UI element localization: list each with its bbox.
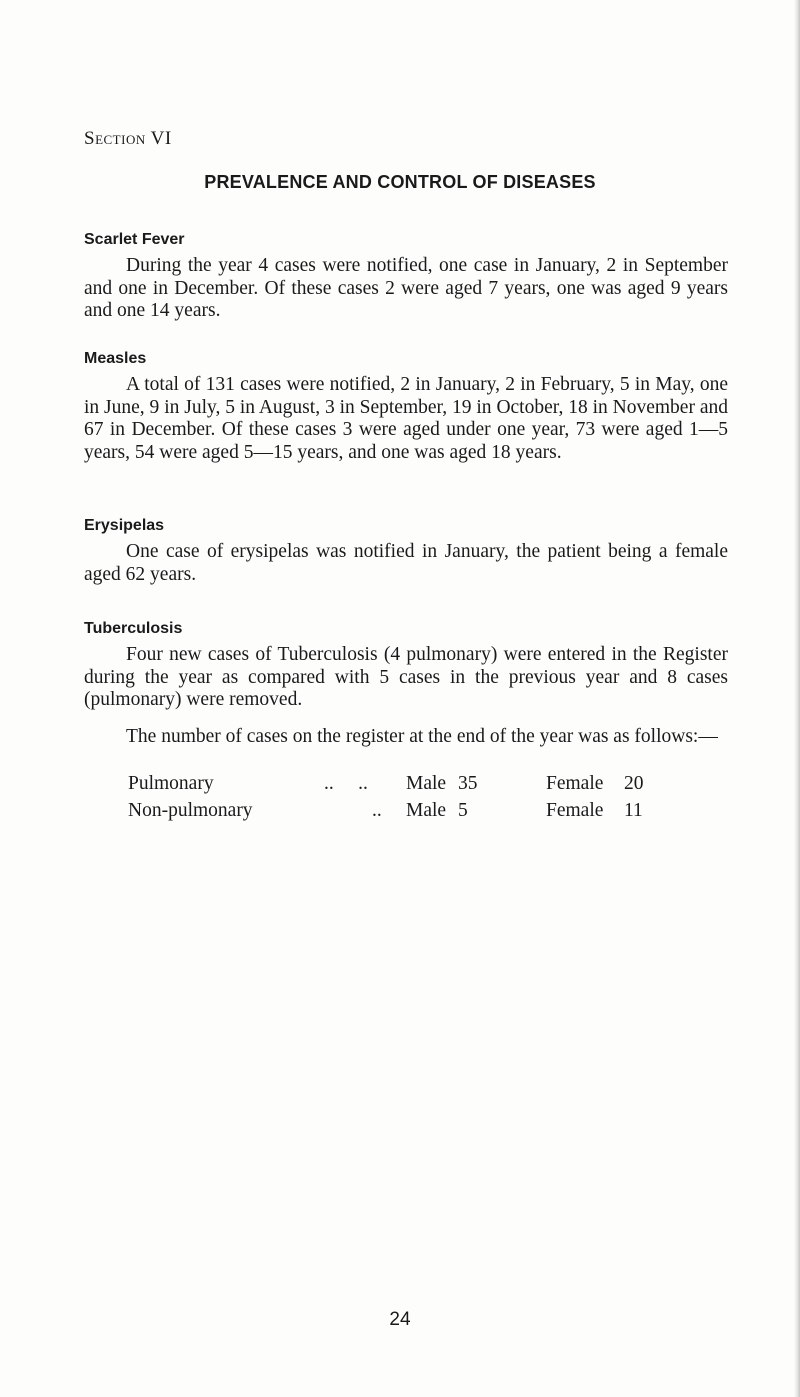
tuberculosis-paragraph-1: Four new cases of Tuberculosis (4 pulmonary) were entered in the Register during the year as compared with 5 cases in the previous year and 8 cases (pulmonary) were removed. [84, 644, 728, 710]
page-title: PREVALENCE AND CONTROL OF DISEASES [204, 172, 596, 192]
page-edge-shadow [794, 0, 800, 1397]
tuberculosis-register-table [128, 770, 654, 824]
page-number: 24 [389, 1309, 411, 1330]
male-count: 5 [458, 800, 468, 821]
table-row [128, 770, 654, 797]
male-label: Male [406, 800, 447, 821]
table-row [128, 797, 654, 824]
section-label: Section VI [84, 128, 172, 149]
section-heading-scarlet-fever: Scarlet Fever [84, 231, 185, 248]
leader-dots: .. .. [324, 773, 368, 794]
tuberculosis-section [84, 620, 728, 748]
scarlet-fever-paragraph: During the year 4 cases were notified, one case in January, 2 in September and one in December. Of these cases 2 were aged 7 years, one was aged 9 years and one 14 years. [84, 255, 728, 321]
female-count: 20 [624, 773, 644, 794]
male-label: Male [406, 773, 447, 794]
leader-dots: .. [372, 800, 382, 821]
erysipelas-paragraph: One case of erysipelas was notified in January, the patient being a female aged 62 years. [84, 541, 728, 585]
female-label: Female [546, 773, 604, 794]
erysipelas-section [84, 517, 728, 586]
section-heading-erysipelas: Erysipelas [84, 517, 165, 534]
scarlet-fever-section [84, 231, 728, 323]
female-label: Female [546, 800, 604, 821]
male-count: 35 [458, 773, 478, 794]
measles-section [84, 350, 728, 464]
measles-paragraph: A total of 131 cases were notified, 2 in January, 2 in February, 5 in May, one in June, 9 in July, 5 in August, 3 in September, 19 in October, 18 in November and 67 in December. Of these cases 3 were aged under one year, 73 were aged 1—5 years, 54 were aged 5—15 years, and one was aged 18 years. [84, 374, 728, 463]
section-heading-measles: Measles [84, 350, 147, 367]
case-type: Pulmonary [128, 773, 214, 794]
female-count: 11 [624, 800, 643, 821]
case-type: Non-pulmonary [128, 800, 253, 821]
section-heading-tuberculosis: Tuberculosis [84, 620, 183, 637]
tuberculosis-paragraph-2: The number of cases on the register at the end of the year was as follows:— [126, 725, 718, 747]
